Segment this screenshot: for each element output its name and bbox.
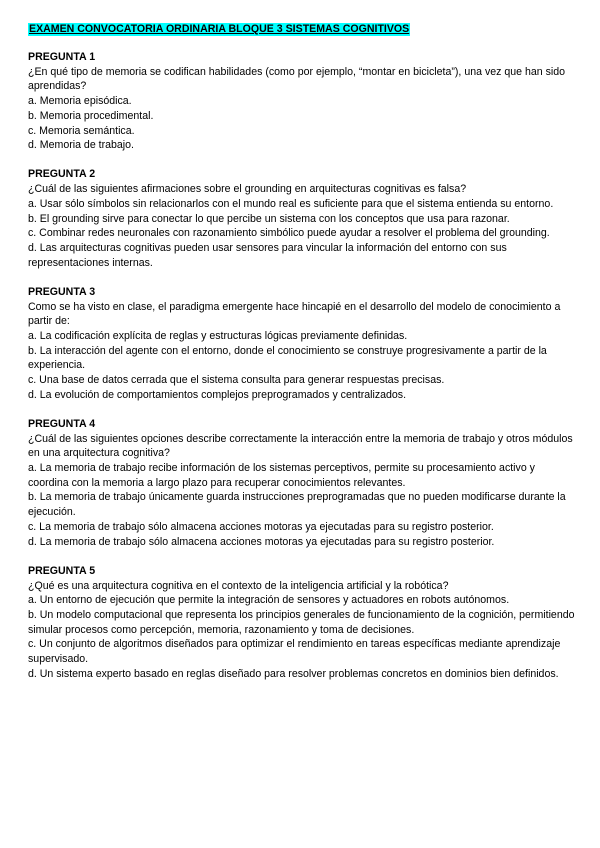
exam-document xyxy=(28,22,576,696)
question-5 xyxy=(28,564,576,682)
question-1 xyxy=(28,50,576,153)
answer-option-c: c. La memoria de trabajo sólo almacena acciones motoras ya ejecutadas para su registro posterior. xyxy=(28,520,494,533)
answer-option-d: d. La evolución de comportamientos complejos preprogramados y centralizados. xyxy=(28,388,407,401)
answer-option-b: b. La interacción del agente con el entorno, donde el conocimiento se construye progresivamente a partir de la experiencia. xyxy=(28,344,547,372)
question-text: ¿Qué es una arquitectura cognitiva en el contexto de la inteligencia artificial y la robótica? xyxy=(28,579,449,592)
answer-option-b: b. Memoria procedimental. xyxy=(28,109,154,122)
answer-option-a: a. La memoria de trabajo recibe información de los sistemas perceptivos, permite su procesamiento activo y coordina con la memoria a largo plazo para recuperar conocimientos relevantes. xyxy=(28,462,535,489)
question-text: ¿Cuál de las siguientes afirmaciones sobre el grounding en arquitecturas cognitivas es falsa? xyxy=(28,183,467,196)
answer-option-c: c. Memoria semántica. xyxy=(28,124,135,137)
answer-option-a: a. La codificación explícita de reglas y estructuras lógicas previamente definidas. xyxy=(28,329,408,342)
question-text: ¿Cuál de las siguientes opciones describe correctamente la interacción entre la memoria de trabajo y otros módulos en una arquitectura cognitiva? xyxy=(28,432,573,460)
answer-option-b: b. Un modelo computacional que representa los principios generales de funcionamiento de la cognición, permitiendo simular procesos como percepción, memoria, razonamiento y toma de decisiones. xyxy=(28,608,575,636)
exam-title: EXAMEN CONVOCATORIA ORDINARIA BLOQUE 3 SISTEMAS COGNITIVOS xyxy=(29,23,410,35)
question-label: PREGUNTA 1 xyxy=(28,51,96,63)
answer-option-a: a. Usar sólo símbolos sin relacionarlos con el mundo real es suficiente para que el sistema entienda su entorno. xyxy=(28,197,554,210)
answer-option-a: a. Un entorno de ejecución que permite la integración de sensores y actuadores en robots autónomos. xyxy=(28,594,510,607)
question-label: PREGUNTA 3 xyxy=(28,285,96,298)
answer-option-c: c. Una base de datos cerrada que el sistema consulta para generar respuestas precisas. xyxy=(28,374,445,387)
answer-option-b: b. El grounding sirve para conectar lo que percibe un sistema con los conceptos que usa para razonar. xyxy=(28,212,510,225)
answer-option-c: c. Combinar redes neuronales con razonamiento simbólico puede ayudar a resolver el problema del grounding. xyxy=(28,227,550,240)
question-label: PREGUNTA 5 xyxy=(28,564,96,577)
answer-option-b: b. La memoria de trabajo únicamente guarda instrucciones preprogramadas que no pueden modificarse durante la ejecución. xyxy=(28,491,566,519)
answer-option-d: d. Las arquitecturas cognitivas pueden usar sensores para vincular la información del entorno con sus representaciones internas. xyxy=(28,241,507,269)
question-label: PREGUNTA 2 xyxy=(28,168,96,181)
question-2 xyxy=(28,167,576,270)
answer-option-d: d. Memoria de trabajo. xyxy=(28,139,134,152)
question-3 xyxy=(28,285,576,403)
answer-option-a: a. Memoria episódica. xyxy=(28,95,132,108)
question-label: PREGUNTA 4 xyxy=(28,417,96,430)
answer-option-d: d. Un sistema experto basado en reglas diseñado para resolver problemas concretos en dominios bien definidos. xyxy=(28,667,559,680)
answer-option-d: d. La memoria de trabajo sólo almacena acciones motoras ya ejecutadas para su registro posterior. xyxy=(28,535,495,548)
question-text: Como se ha visto en clase, el paradigma emergente hace hincapié en el desarrollo del modelo de conocimiento a partir de: xyxy=(28,300,561,328)
answer-option-c: c. Un conjunto de algoritmos diseñados para optimizar el rendimiento en tareas específicas mediante aprendizaje supervisado. xyxy=(28,638,561,666)
question-text: ¿En qué tipo de memoria se codifican habilidades (como por ejemplo, “montar en bicicleta”), una vez que han sido aprendidas? xyxy=(28,65,566,93)
question-4 xyxy=(28,417,576,549)
